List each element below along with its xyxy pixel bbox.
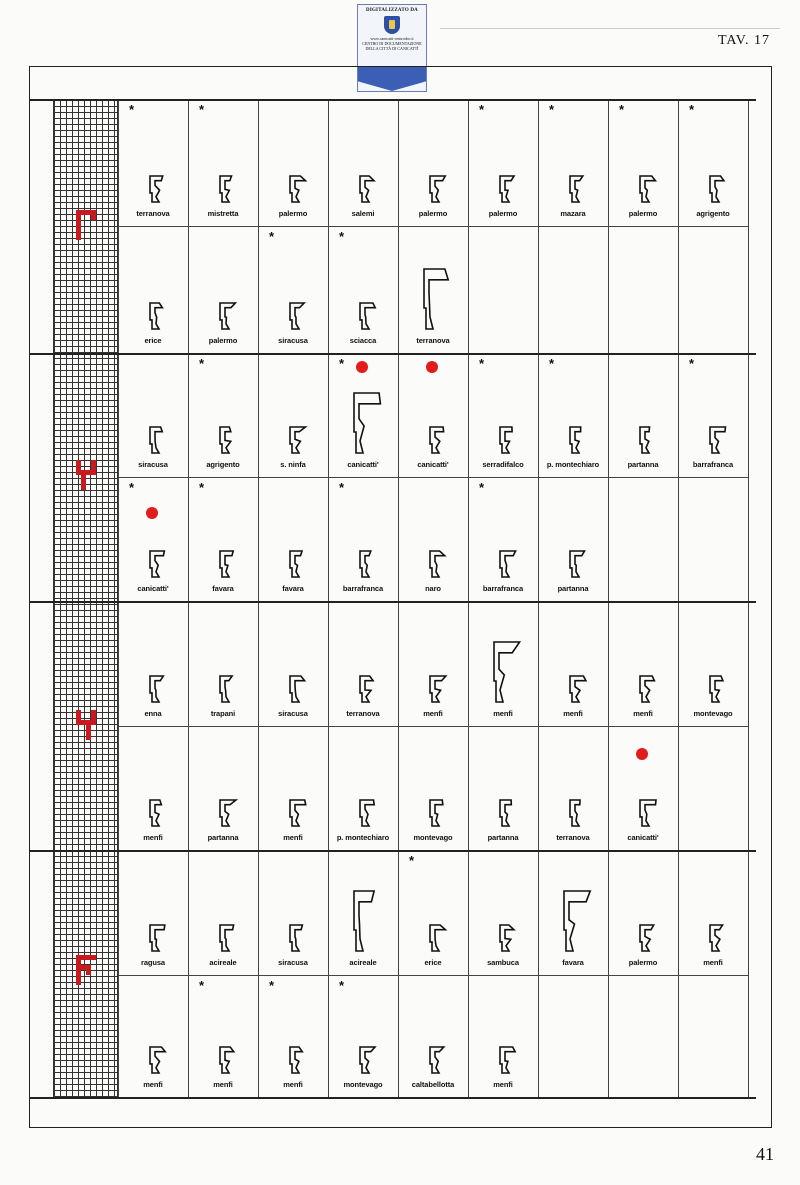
glyph-drawing [566, 798, 588, 828]
glyph-drawing [420, 267, 454, 331]
glyph-drawing [706, 923, 728, 953]
glyph-drawing [216, 425, 238, 455]
stamp-line-1: CENTRO DI DOCUMENTAZIONE [362, 41, 422, 46]
glyph-cell [188, 850, 258, 975]
glyph-drawing [356, 1045, 378, 1075]
glyph-cell [328, 975, 398, 1097]
glyph-place-label: montevago [693, 709, 733, 718]
glyph-cell [118, 477, 188, 601]
glyph-cell [188, 226, 258, 353]
glyph-drawing [566, 549, 588, 579]
glyph-drawing [286, 425, 308, 455]
glyph-place-label: favara [562, 958, 584, 967]
glyph-drawing [490, 640, 524, 704]
stamp-line-2: DELLA CITTÀ DI CANICATTÌ [365, 46, 419, 51]
glyph-cell [398, 975, 468, 1097]
glyph-cell [608, 601, 678, 726]
glyph-drawing [350, 391, 384, 455]
glyph-drawing [356, 301, 378, 331]
glyph-cell [678, 353, 748, 477]
glyph-place-label: siracusa [138, 460, 168, 469]
glyph-cell [608, 726, 678, 850]
glyph-place-label: siracusa [278, 958, 308, 967]
glyph-drawing [566, 425, 588, 455]
glyph-cell [468, 726, 538, 850]
asterisk-marker: * [269, 229, 275, 244]
glyph-cell [468, 850, 538, 975]
glyph-cell [188, 477, 258, 601]
asterisk-marker: * [199, 102, 205, 117]
glyph-place-label: palermo [278, 209, 308, 218]
asterisk-marker: * [339, 356, 345, 371]
glyph-place-label: menfi [143, 1080, 163, 1089]
glyph-place-label: palermo [628, 958, 658, 967]
glyph-cell [328, 477, 398, 601]
glyph-cell [118, 850, 188, 975]
stamp-url: www.canicatti-centrodoc.it [370, 36, 414, 41]
glyph-place-label: menfi [283, 833, 303, 842]
glyph-place-label: favara [282, 584, 304, 593]
glyph-cell [538, 353, 608, 477]
glyph-place-label: menfi [213, 1080, 233, 1089]
glyph-cell [188, 99, 258, 226]
glyph-place-label: salemi [351, 209, 375, 218]
asterisk-marker: * [269, 978, 275, 993]
glyph-cell [678, 601, 748, 726]
glyph-place-label: serradifalco [482, 460, 524, 469]
glyph-cell [258, 850, 328, 975]
glyph-drawing [496, 425, 518, 455]
category-glyph-icon [76, 950, 96, 990]
glyph-place-label: terranova [416, 336, 450, 345]
glyph-place-label: terranova [556, 833, 590, 842]
glyph-cell [468, 477, 538, 601]
category-glyph-icon [76, 455, 96, 495]
glyph-cell [398, 353, 468, 477]
glyph-place-label: agrigento [696, 209, 730, 218]
glyph-drawing [356, 798, 378, 828]
glyph-place-label: canicatti' [347, 460, 379, 469]
coat-of-arms-icon [384, 16, 400, 34]
asterisk-marker: * [199, 356, 205, 371]
glyph-drawing [426, 549, 448, 579]
glyph-drawing [426, 798, 448, 828]
glyph-place-label: partanna [207, 833, 239, 842]
glyph-drawing [216, 923, 238, 953]
glyph-cell [678, 850, 748, 975]
glyph-place-label: menfi [493, 709, 513, 718]
glyph-place-label: siracusa [278, 336, 308, 345]
glyph-cell [258, 726, 328, 850]
glyph-place-label: trapani [210, 709, 236, 718]
glyph-cell [468, 353, 538, 477]
glyph-drawing [146, 1045, 168, 1075]
asterisk-marker: * [479, 356, 485, 371]
glyph-drawing [636, 174, 658, 204]
glyph-cell [608, 850, 678, 975]
asterisk-marker: * [479, 480, 485, 495]
glyph-place-label: mazara [560, 209, 586, 218]
glyph-place-label: partanna [557, 584, 589, 593]
glyph-place-label: p. montechiaro [336, 833, 390, 842]
glyph-place-label: mistretta [207, 209, 239, 218]
glyph-cell [538, 477, 608, 601]
glyph-drawing [356, 174, 378, 204]
glyph-place-label: caltabellotta [411, 1080, 455, 1089]
glyph-drawing [560, 889, 594, 953]
glyph-place-label: menfi [633, 709, 653, 718]
glyph-drawing [426, 174, 448, 204]
page-number: 41 [756, 1144, 774, 1164]
glyph-place-label: palermo [418, 209, 448, 218]
glyph-drawing [426, 1045, 448, 1075]
glyph-place-label: menfi [143, 833, 163, 842]
glyph-drawing [496, 1045, 518, 1075]
glyph-place-label: canicatti' [417, 460, 449, 469]
asterisk-marker: * [199, 978, 205, 993]
glyph-place-label: enna [144, 709, 162, 718]
glyph-cell [398, 477, 468, 601]
glyph-drawing [146, 425, 168, 455]
glyph-place-label: montevago [413, 833, 453, 842]
glyph-place-label: montevago [343, 1080, 383, 1089]
glyph-cell [258, 601, 328, 726]
glyph-cell [258, 975, 328, 1097]
glyph-cell [188, 975, 258, 1097]
glyph-place-label: terranova [346, 709, 380, 718]
asterisk-marker: * [479, 102, 485, 117]
category-glyph-icon [76, 205, 96, 245]
asterisk-marker: * [409, 853, 415, 868]
red-dot-marker [636, 748, 648, 760]
asterisk-marker: * [129, 102, 135, 117]
glyph-place-label: ragusa [141, 958, 165, 967]
red-dot-marker [146, 507, 158, 519]
glyph-cell [328, 226, 398, 353]
asterisk-marker: * [689, 356, 695, 371]
glyph-cell [188, 726, 258, 850]
glyph-drawing [426, 425, 448, 455]
glyph-drawing [706, 174, 728, 204]
glyph-cell [118, 353, 188, 477]
asterisk-marker: * [549, 102, 555, 117]
glyph-place-label: siracusa [278, 709, 308, 718]
glyph-place-label: s. ninfa [280, 460, 306, 469]
glyph-place-label: acireale [209, 958, 237, 967]
glyph-drawing [356, 674, 378, 704]
glyph-drawing [350, 889, 384, 953]
glyph-place-label: canicatti' [137, 584, 169, 593]
glyph-drawing [216, 798, 238, 828]
graph-paper-column [53, 99, 118, 1097]
glyph-cell [258, 226, 328, 353]
glyph-drawing [496, 174, 518, 204]
glyph-drawing [496, 798, 518, 828]
glyph-drawing [286, 301, 308, 331]
glyph-cell [328, 99, 398, 226]
glyph-place-label: partanna [487, 833, 519, 842]
glyph-cell [258, 477, 328, 601]
glyph-place-label: sciacca [349, 336, 377, 345]
glyph-drawing [216, 174, 238, 204]
glyph-drawing [216, 301, 238, 331]
glyph-drawing [636, 425, 658, 455]
header-rule [440, 28, 780, 29]
glyph-cell [608, 99, 678, 226]
glyph-drawing [216, 674, 238, 704]
glyph-cell [538, 99, 608, 226]
glyph-place-label: palermo [208, 336, 238, 345]
glyph-cell [188, 601, 258, 726]
glyph-cell [188, 353, 258, 477]
glyph-drawing [496, 923, 518, 953]
glyph-cell [258, 353, 328, 477]
glyph-cell [398, 601, 468, 726]
glyph-place-label: menfi [703, 958, 723, 967]
glyph-drawing [426, 923, 448, 953]
asterisk-marker: * [129, 480, 135, 495]
asterisk-marker: * [619, 102, 625, 117]
glyph-cell [328, 353, 398, 477]
glyph-place-label: barrafranca [482, 584, 524, 593]
glyph-cell [118, 726, 188, 850]
group-divider [29, 1097, 756, 1099]
glyph-drawing [566, 674, 588, 704]
glyph-place-label: p. montechiaro [546, 460, 600, 469]
stamp-title: DIGITALIZZATO DA [366, 8, 418, 13]
glyph-cell [118, 975, 188, 1097]
glyph-drawing [636, 923, 658, 953]
asterisk-marker: * [339, 229, 345, 244]
glyph-cell [538, 726, 608, 850]
glyph-place-label: acireale [349, 958, 377, 967]
glyph-cell [118, 601, 188, 726]
glyph-cell [398, 99, 468, 226]
glyph-drawing [146, 174, 168, 204]
glyph-place-label: palermo [628, 209, 658, 218]
glyph-drawing [566, 174, 588, 204]
glyph-drawing [146, 798, 168, 828]
glyph-drawing [496, 549, 518, 579]
glyph-place-label: agrigento [206, 460, 240, 469]
glyph-drawing [146, 674, 168, 704]
glyph-drawing [146, 549, 168, 579]
asterisk-marker: * [199, 480, 205, 495]
glyph-place-label: favara [212, 584, 234, 593]
glyph-cell [468, 975, 538, 1097]
glyph-drawing [286, 798, 308, 828]
glyph-cell [398, 226, 468, 353]
plate-number: TAV. 17 [718, 33, 771, 48]
glyph-drawing [216, 549, 238, 579]
glyph-drawing [286, 674, 308, 704]
red-dot-marker [426, 361, 438, 373]
glyph-place-label: menfi [493, 1080, 513, 1089]
glyph-cell [328, 726, 398, 850]
column-divider [748, 99, 749, 1097]
glyph-drawing [146, 301, 168, 331]
red-dot-marker [356, 361, 368, 373]
asterisk-marker: * [689, 102, 695, 117]
glyph-cell [538, 850, 608, 975]
glyph-place-label: palermo [488, 209, 518, 218]
glyph-drawing [426, 674, 448, 704]
glyph-place-label: menfi [563, 709, 583, 718]
glyph-drawing [636, 674, 658, 704]
glyph-place-label: barrafranca [342, 584, 384, 593]
glyph-drawing [356, 549, 378, 579]
glyph-cell [328, 850, 398, 975]
glyph-cell [398, 850, 468, 975]
glyph-drawing [706, 425, 728, 455]
glyph-place-label: barrafranca [692, 460, 734, 469]
glyph-cell [608, 353, 678, 477]
asterisk-marker: * [549, 356, 555, 371]
glyph-place-label: menfi [283, 1080, 303, 1089]
glyph-cell [538, 601, 608, 726]
glyph-cell [398, 726, 468, 850]
glyph-drawing [286, 923, 308, 953]
asterisk-marker: * [339, 480, 345, 495]
glyph-cell [468, 601, 538, 726]
glyph-place-label: sambuca [487, 958, 519, 967]
glyph-drawing [146, 923, 168, 953]
glyph-drawing [706, 674, 728, 704]
glyph-place-label: menfi [423, 709, 443, 718]
glyph-cell [118, 99, 188, 226]
glyph-cell [468, 99, 538, 226]
glyph-drawing [286, 1045, 308, 1075]
glyph-place-label: erice [424, 958, 442, 967]
glyph-cell [118, 226, 188, 353]
glyph-place-label: terranova [136, 209, 170, 218]
asterisk-marker: * [339, 978, 345, 993]
glyph-cell [678, 99, 748, 226]
category-glyph-icon [76, 705, 96, 745]
glyph-place-label: partanna [627, 460, 659, 469]
glyph-drawing [216, 1045, 238, 1075]
glyph-place-label: naro [425, 584, 441, 593]
glyph-drawing [286, 549, 308, 579]
glyph-cell [328, 601, 398, 726]
glyph-place-label: canicatti' [627, 833, 659, 842]
glyph-place-label: erice [144, 336, 162, 345]
glyph-drawing [636, 798, 658, 828]
glyph-cell [258, 99, 328, 226]
glyph-drawing [286, 174, 308, 204]
